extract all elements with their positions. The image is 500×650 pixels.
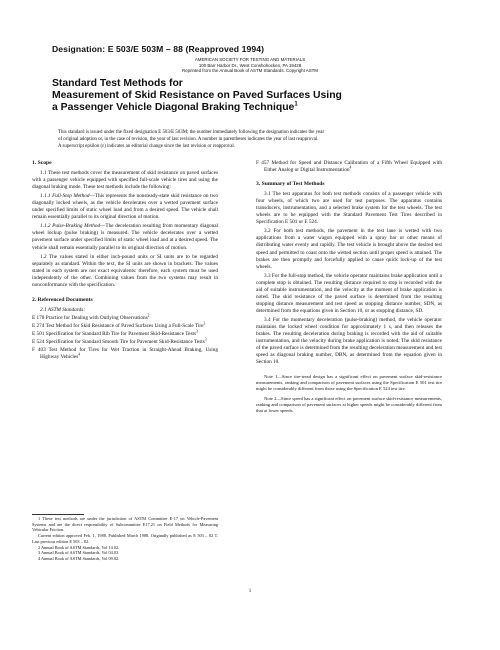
reference-e501-text: E 501 Specification for Standard Rib Tire for Pavement Skid-Resistance Tests	[32, 330, 197, 337]
astm-standards-label-text: 2.1 ASTM Standards:	[40, 306, 86, 313]
footnote-4: 4 Annual Book of ASTM Standards, Vol 09.02.	[38, 555, 120, 561]
designation-line: Designation: E 503/E 503M – 88 (Reapproved 1994)	[52, 44, 265, 54]
reference-e524-text: E 524 Specification for Standard Smooth Tire for Pavement Skid-Resistance Tests	[32, 339, 205, 346]
section-3-1: 3.1 The test apparatus for both test methods consists of a passenger vehicle with four wheels, of which two are used for test purposes. The apparatus contains transducers, instrumentation, and a selected brake system for the test wheels. The test wheels are to be equipped with the Standard Pavement Test Tires described in Specification E 501 or E 524.	[256, 191, 442, 226]
section-1-1: 1.1 These test methods cover the measurement of skid resistance on paved surfaces with a passenger vehicle equipped with specified full-scale vehicle tires and using the diagonal braking mode. These test methods include the following:	[32, 170, 218, 191]
section-1-1-1	[32, 193, 218, 221]
reference-f457-mark: 4	[349, 165, 352, 170]
reference-e524-mark: 3	[204, 337, 207, 342]
reference-f403-text: F 403 Test Method for Tires for Wet Traction in Straight-Ahead Braking, Using Highway Vehicles	[32, 347, 218, 361]
issuance-line-1: This standard is issued under the fixed designation E 503/E 503M; the number immediately following the designation indicates the year	[58, 130, 325, 135]
full-stop-method-label: 1.1.1 Full-Stop Method	[40, 193, 90, 200]
footnote-1: 1 These test methods are under the jurisdiction of ASTM Committee E-17 on Vehicle-Pavement Systems and are the direct responsibility of Subcommittee E17.21 on Field Methods for Measuring Vehicular Friction.	[32, 516, 218, 533]
reprint-notice: Reprinted from the Annual Book of ASTM Standards. Copyright ASTM	[182, 68, 318, 74]
note-1: Note 1—Since tire-tread design has a significant effect on pavement surface skid-resistance measurements, ranking and comparison of pavement surfaces using the Specification E 501 test tire might be considerably different from those using the Specification E 524 test tire.	[256, 374, 442, 392]
reference-f457-text: F 457 Method for Speed and Distance Calibration of a Fifth Wheel Equipped with Either Analog or Digital Instrumentation	[256, 160, 442, 174]
section-1-2: 1.2 The values stated in either inch-pound units or SI units are to be regarded separately as standard. Within the text, the SI units are shown in brackets. The values stated in each system are not exact equivalents: therefore, each system must be used independently of the other. Combining values from the two systems may result in nonconformance with the specification.	[32, 253, 218, 288]
page-number: 1	[248, 589, 252, 594]
footnote-1-edition: Current edition approved Feb. 1, 1988. Published March 1988. Originally published as E 503 – 82 T. Last previous edition E 503 – 82.	[32, 533, 218, 544]
footnote-divider	[32, 514, 84, 515]
reference-e274-text: E 274 Test Method for Skid Resistance of Paved Surfaces Using a Full-Scale Tire	[32, 322, 204, 329]
section-3-3: 3.3 For the full-stop method, the vehicle operator maintains brake application until a complete stop is obtained. The resulting distance required to stop is recorded with the aid of suitable instrumentation, and the velocity at the moment of brake application is noted. The skid resistance of the paved surface is determined from the resulting stopping distance measurement and test speed as stopping distance number, SDN, as determined from the equations given in Section 10, or as stopping distance, SD.	[256, 272, 442, 314]
reference-e524	[32, 339, 218, 346]
title-footnote-mark: 1	[294, 101, 298, 108]
footnotes	[32, 516, 218, 562]
pulse-braking-method-label: 1.1.2 Pulse-Braking Method	[40, 223, 101, 230]
reference-f403	[32, 347, 218, 361]
pulse-braking-method-text: —The deceleration resulting from momentary diagonal wheel lockup (pulse braking) is measured. The vehicle decelerates over a wetted pavement surface under specified limits of static wheel load and at a desired speed. The vehicle shall remain essentially parallel to its original direction of motion.	[32, 223, 218, 251]
reference-f457	[256, 160, 442, 174]
footnote-3: 3 Annual Book of ASTM Standards, Vol 04.03.	[38, 550, 120, 556]
full-stop-method-text: —This represents the nonsteady-state skid resistance on two diagonally locked wheels, as the vehicle decelerates over a wetted pavement surface under specified limits of static wheel load and from a desired speed. The vehicle shall remain essentially parallel to its original direction of motion.	[32, 193, 218, 221]
title-line-3	[52, 102, 462, 114]
reference-e274	[32, 323, 218, 330]
reference-e501	[32, 331, 218, 338]
section-1-heading: 1. Scope	[32, 160, 52, 166]
left-column	[32, 160, 218, 362]
section-3-2: 3.2 For both test methods, the pavement in the test lane is wetted with two applications from a water wagon equipped with a spray bar or other means of distributing water evenly and rapidly. The test vehicle is brought above the desired test speed and permitted to coast onto the wetted section until proper speed is attained. The brakes are then promptly and forcefully applied to cause quick lock-up of the test wheels.	[256, 228, 442, 270]
society-name: AMERICAN SOCIETY FOR TESTING AND MATERIALS	[194, 57, 306, 62]
title-line-3-text: a Passenger Vehicle Diagonal Braking Technique	[52, 102, 295, 113]
society-address: 100 Barr Harbor Dr., West Conshohocken, PA 19428	[198, 62, 302, 68]
title-line-2: Measurement of Skid Resistance on Paved Surfaces Using	[52, 90, 342, 101]
footnote-2: 2 Annual Book of ASTM Standards, Vol 14.02.	[38, 544, 120, 550]
reference-e274-mark: 3	[203, 321, 206, 326]
reference-f403-mark: 4	[78, 352, 81, 357]
issuance-line-2: of original adoption or, in the case of revision, the year of last revision. A number in parentheses indicates the year of last reapproval.	[58, 136, 319, 142]
right-column	[256, 160, 442, 417]
document-title	[52, 78, 462, 114]
note-2: Note 2—Since speed has a significant effect on pavement surface skid-resistance measurements, ranking and comparison of pavement surfaces at higher speeds might be considerably different from that at lower speeds.	[256, 395, 442, 413]
astm-standards-label	[32, 307, 218, 314]
section-1-1-2	[32, 223, 218, 251]
reference-e178	[32, 315, 218, 322]
issuance-line-3: A superscript epsilon (ε) indicates an editorial change since the last revision or reapproval.	[58, 143, 235, 149]
reference-e178-mark: 2	[147, 313, 150, 318]
reference-e178-text: E 178 Practice for Dealing with Outlying Observations	[32, 314, 148, 321]
section-3-4: 3.4 For the momentary deceleration (pulse-braking) method, the vehicle operator maintains the locked wheel condition for approximately 1 s, and then releases the brakes. The resulting deceleration during braking is recorded with the aid of suitable instrumentation, and the velocity during brake application is noted. The skid resistance of the paved surface is determined from the resulting deceleration measurement and test speed as diagonal braking number, DBN, as determined from the equation given in Section 10.	[256, 316, 442, 366]
title-line-1: Standard Test Methods for	[52, 78, 183, 89]
issuance-statement	[58, 130, 458, 150]
section-3-heading: 3. Summary of Test Methods	[256, 181, 325, 188]
section-2-heading: 2. Referenced Documents	[32, 296, 93, 303]
reference-e501-mark: 3	[196, 329, 198, 334]
publisher-block	[0, 57, 500, 74]
